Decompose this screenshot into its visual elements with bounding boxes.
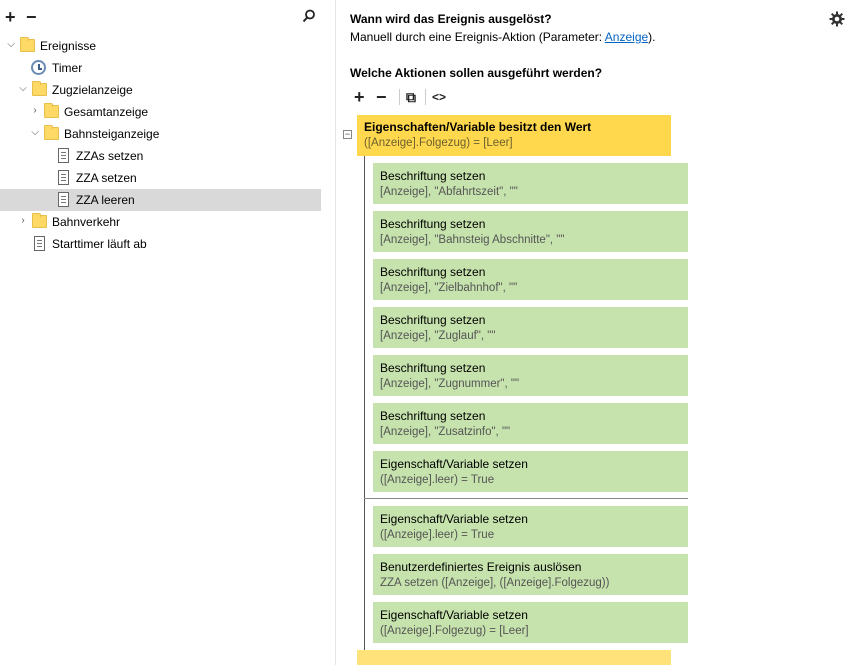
action-title: Eigenschaft/Variable setzen xyxy=(380,608,528,622)
tree-item-starttimer[interactable] xyxy=(0,233,321,255)
action-title: Beschriftung setzen xyxy=(380,169,486,183)
action-title: Benutzerdefiniertes Ereignis auslösen xyxy=(380,560,582,574)
add-button[interactable]: + xyxy=(5,7,16,27)
tree-item-label: ZZA setzen xyxy=(76,171,137,185)
document-icon xyxy=(34,236,45,251)
trigger-text: Manuell durch eine Ereignis-Aktion (Parameter: xyxy=(350,30,605,44)
chevron-right-icon[interactable]: › xyxy=(21,215,25,226)
tree-item-zza-setzen[interactable] xyxy=(0,167,321,189)
toolbar-divider xyxy=(425,89,426,105)
tree-item-bahnsteiganzeige[interactable] xyxy=(0,123,321,145)
clock-icon xyxy=(31,60,46,75)
folder-icon xyxy=(20,39,35,52)
condition-block[interactable] xyxy=(357,115,671,156)
action-item[interactable] xyxy=(373,355,688,396)
trigger-text-end: ). xyxy=(648,30,656,44)
action-detail: [Anzeige], "Bahnsteig Abschnitte", "" xyxy=(380,234,565,246)
action-detail: [Anzeige], "Zusatzinfo", "" xyxy=(380,426,511,438)
tree-item-zugzielanzeige[interactable] xyxy=(0,79,321,101)
tree-item-zzas-setzen[interactable] xyxy=(0,145,321,167)
parameter-link[interactable]: Anzeige xyxy=(604,30,649,44)
actions-heading: Welche Aktionen sollen ausgeführt werden? xyxy=(350,66,603,80)
action-detail: ([Anzeige].leer) = True xyxy=(380,474,495,486)
tree-item-label: ZZAs setzen xyxy=(76,149,144,163)
folder-icon xyxy=(32,215,47,228)
tree-item-label: ZZA leeren xyxy=(76,193,135,207)
action-item[interactable] xyxy=(373,259,688,300)
chevron-down-icon[interactable]: ⌵ xyxy=(31,127,39,138)
action-detail: [Anzeige], "Zuglauf", "" xyxy=(380,330,496,342)
document-icon xyxy=(58,170,69,185)
folder-icon xyxy=(32,83,47,96)
action-detail: [Anzeige], "Zugnummer", "" xyxy=(380,378,520,390)
tree-item-label: Timer xyxy=(52,61,83,75)
tree-item-label: Zugzielanzeige xyxy=(52,83,133,97)
action-item[interactable] xyxy=(373,211,688,252)
action-title: Beschriftung setzen xyxy=(380,217,486,231)
action-title: Beschriftung setzen xyxy=(380,265,486,279)
tree-item-ereignisse[interactable] xyxy=(0,35,321,57)
action-item[interactable] xyxy=(373,451,688,492)
action-title: Beschriftung setzen xyxy=(380,361,486,375)
chevron-right-icon[interactable]: › xyxy=(33,105,37,116)
action-item[interactable] xyxy=(373,554,688,595)
document-icon xyxy=(58,148,69,163)
event-detail-panel xyxy=(336,0,849,665)
tree-item-label: Gesamtanzeige xyxy=(64,105,149,119)
trigger-description xyxy=(350,30,656,44)
condition-detail: ([Anzeige].Folgezug) = [Leer] xyxy=(364,137,513,149)
add-action-button[interactable]: + xyxy=(354,87,365,107)
action-title: Eigenschaft/Variable setzen xyxy=(380,457,528,471)
document-icon xyxy=(58,192,69,207)
tree-item-timer[interactable] xyxy=(0,57,321,79)
action-item[interactable] xyxy=(373,307,688,348)
tree-item-label: Starttimer läuft ab xyxy=(52,237,147,251)
remove-button[interactable]: − xyxy=(26,7,37,27)
action-item[interactable] xyxy=(373,403,688,444)
else-divider xyxy=(364,498,688,499)
action-detail: ([Anzeige].Folgezug) = [Leer] xyxy=(380,625,529,637)
action-detail: ZZA setzen ([Anzeige], ([Anzeige].Folgezug)) xyxy=(380,577,610,589)
action-item[interactable] xyxy=(373,506,688,547)
chevron-down-icon[interactable]: ⌵ xyxy=(7,39,15,50)
action-title: Beschriftung setzen xyxy=(380,409,486,423)
action-detail: [Anzeige], "Zielbahnhof", "" xyxy=(380,282,518,294)
code-icon[interactable]: <> xyxy=(432,90,447,104)
event-tree-panel xyxy=(0,0,336,665)
copy-icon[interactable]: ⧉ xyxy=(406,89,416,105)
branch-line xyxy=(364,156,365,651)
tree-item-label: Ereignisse xyxy=(40,39,97,53)
action-title: Eigenschaft/Variable setzen xyxy=(380,512,528,526)
tree-item-zza-leeren[interactable] xyxy=(0,189,321,211)
folder-icon xyxy=(44,105,59,118)
tree-item-gesamtanzeige[interactable] xyxy=(0,101,321,123)
toolbar-divider xyxy=(399,89,400,105)
action-item[interactable] xyxy=(373,163,688,204)
tree-item-label: Bahnsteiganzeige xyxy=(64,127,160,141)
gear-icon[interactable] xyxy=(829,11,845,27)
tree-item-label: Bahnverkehr xyxy=(52,215,121,229)
condition-title: Eigenschaften/Variable besitzt den Wert xyxy=(364,120,592,134)
remove-action-button[interactable]: − xyxy=(376,87,387,107)
action-detail: [Anzeige], "Abfahrtszeit", "" xyxy=(380,186,518,198)
action-detail: ([Anzeige].leer) = True xyxy=(380,529,495,541)
search-icon[interactable] xyxy=(302,9,316,23)
condition-end-bar xyxy=(357,650,671,665)
tree-item-bahnverkehr[interactable] xyxy=(0,211,321,233)
action-item[interactable] xyxy=(373,602,688,643)
trigger-heading: Wann wird das Ereignis ausgelöst? xyxy=(350,12,552,26)
collapse-icon[interactable]: − xyxy=(344,129,351,139)
chevron-down-icon[interactable]: ⌵ xyxy=(19,83,27,94)
action-title: Beschriftung setzen xyxy=(380,313,486,327)
tree-toolbar xyxy=(0,8,335,28)
folder-icon xyxy=(44,127,59,140)
